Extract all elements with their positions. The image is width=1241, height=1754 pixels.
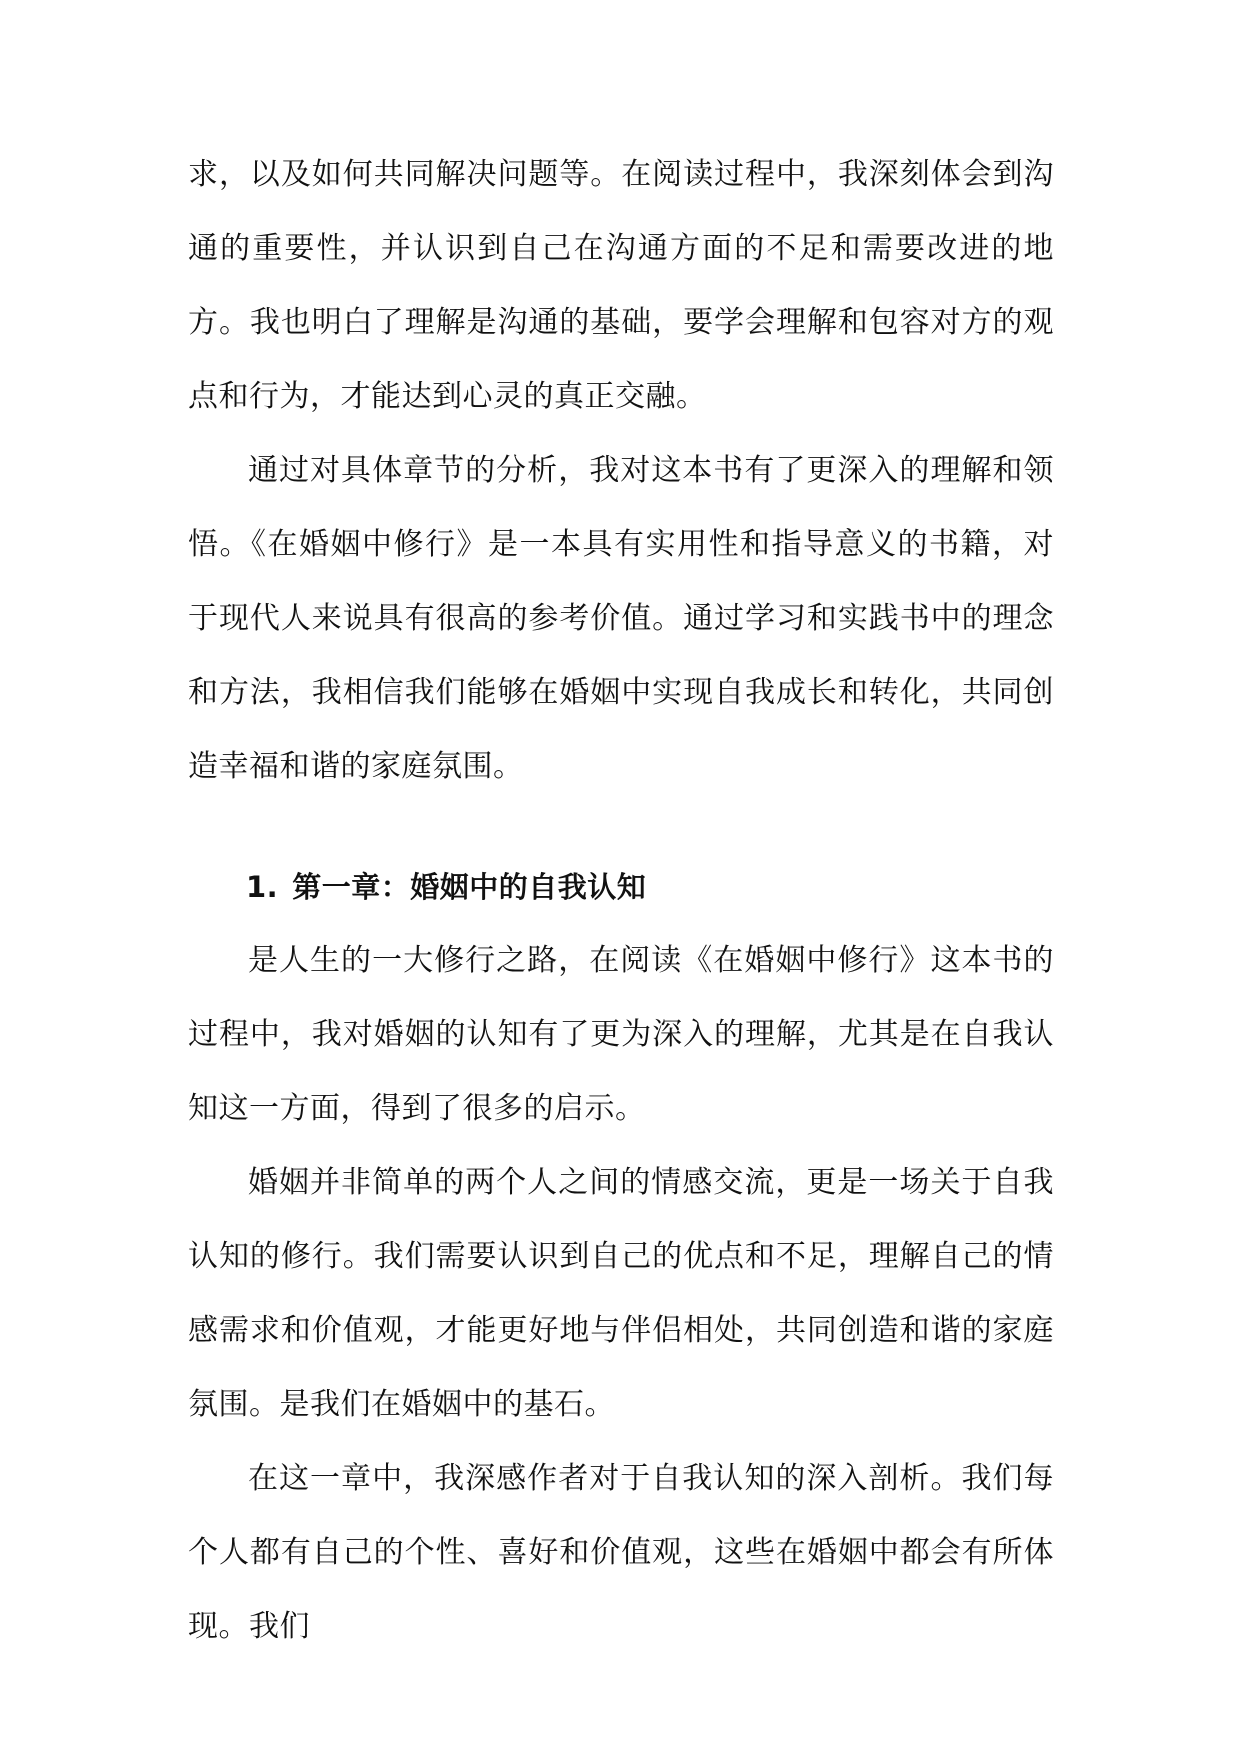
paragraph-summary: 通过对具体章节的分析，我对这本书有了更深入的理解和领悟。《在婚姻中修行》是一本具有实用性和指导意义的书籍，对于现代人来说具有很高的参考价值。通过学习和实践书中的理念和方法，我相信我们能够在婚姻中实现自我成长和转化，共同创造幸福和谐的家庭氛围。 [188,453,1054,784]
document-body [188,138,1054,1664]
paragraph-chapter-analysis: 在这一章中，我深感作者对于自我认知的深入剖析。我们每个人都有自己的个性、喜好和价值观，这些在婚姻中都会有所体现。我们 [188,1461,1054,1644]
paragraph-intro: 是人生的一大修行之路，在阅读《在婚姻中修行》这本书的过程中，我对婚姻的认知有了更为深入的理解，尤其是在自我认知这一方面，得到了很多的启示。 [188,943,1054,1126]
section-title: 第一章：婚姻中的自我认知 [292,870,647,904]
paragraph-continued: 求，以及如何共同解决问题等。在阅读过程中，我深刻体会到沟通的重要性，并认识到自己在沟通方面的不足和需要改进的地方。我也明白了理解是沟通的基础，要学会理解和包容对方的观点和行为，才能达到心灵的真正交融。 [188,157,1054,414]
section-heading [188,850,1054,924]
paragraph-self-awareness: 婚姻并非简单的两个人之间的情感交流，更是一场关于自我认知的修行。我们需要认识到自己的优点和不足，理解自己的情感需求和价值观，才能更好地与伴侣相处，共同创造和谐的家庭氛围。是我们在婚姻中的基石。 [188,1165,1054,1422]
section-number: 1. [246,870,279,904]
